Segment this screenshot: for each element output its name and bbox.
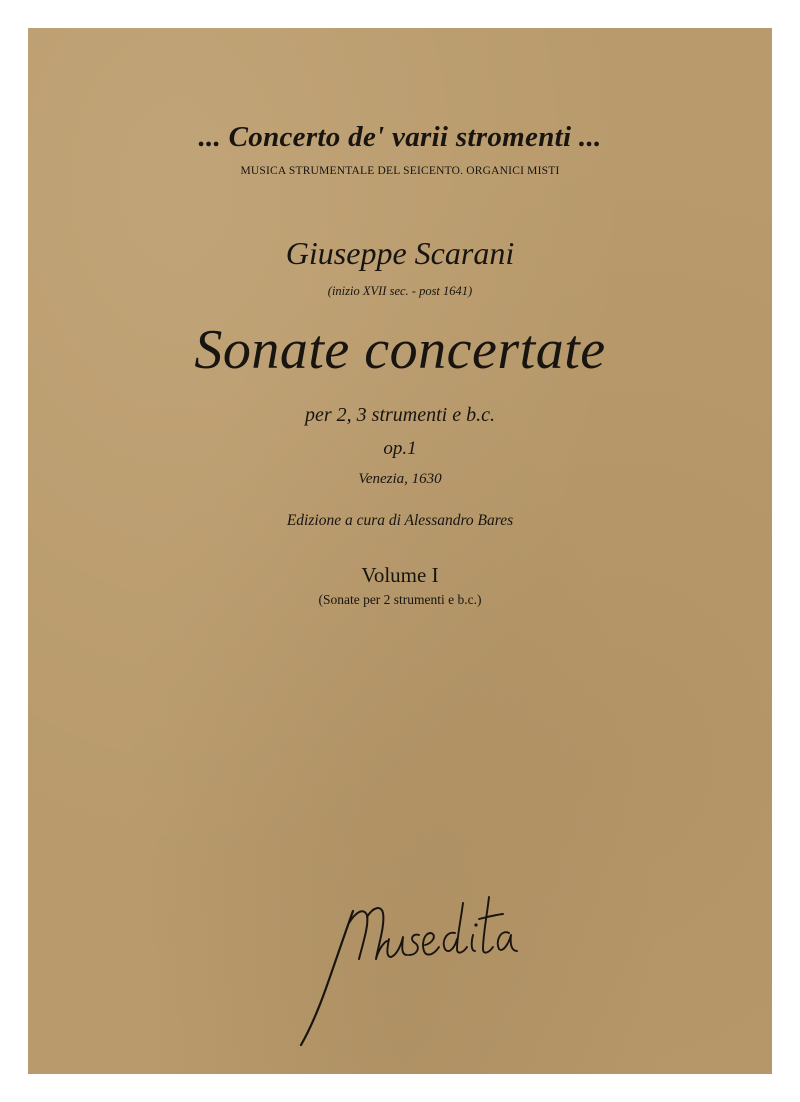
series-subtitle: MUSICA STRUMENTALE DEL SEICENTO. ORGANICI MISTI bbox=[240, 165, 560, 177]
place-date: Venezia, 1630 bbox=[358, 471, 442, 487]
composer-dates: (inizio XVII sec. - post 1641) bbox=[327, 284, 473, 298]
volume-label: Volume I bbox=[361, 563, 439, 587]
editor-credit: Edizione a cura di Alessandro Bares bbox=[286, 512, 514, 529]
volume-subtitle: (Sonate per 2 strumenti e b.c.) bbox=[318, 592, 482, 607]
series-title: ... Concerto de' varii stromenti ... bbox=[198, 121, 602, 153]
work-title: Sonate concertate bbox=[194, 319, 606, 381]
composer-name: Giuseppe Scarani bbox=[285, 235, 515, 271]
scoring: per 2, 3 strumenti e b.c. bbox=[305, 404, 495, 426]
score-cover bbox=[28, 28, 772, 1074]
musedita-signature-logo bbox=[283, 863, 543, 1053]
opus-number: op.1 bbox=[383, 438, 417, 459]
